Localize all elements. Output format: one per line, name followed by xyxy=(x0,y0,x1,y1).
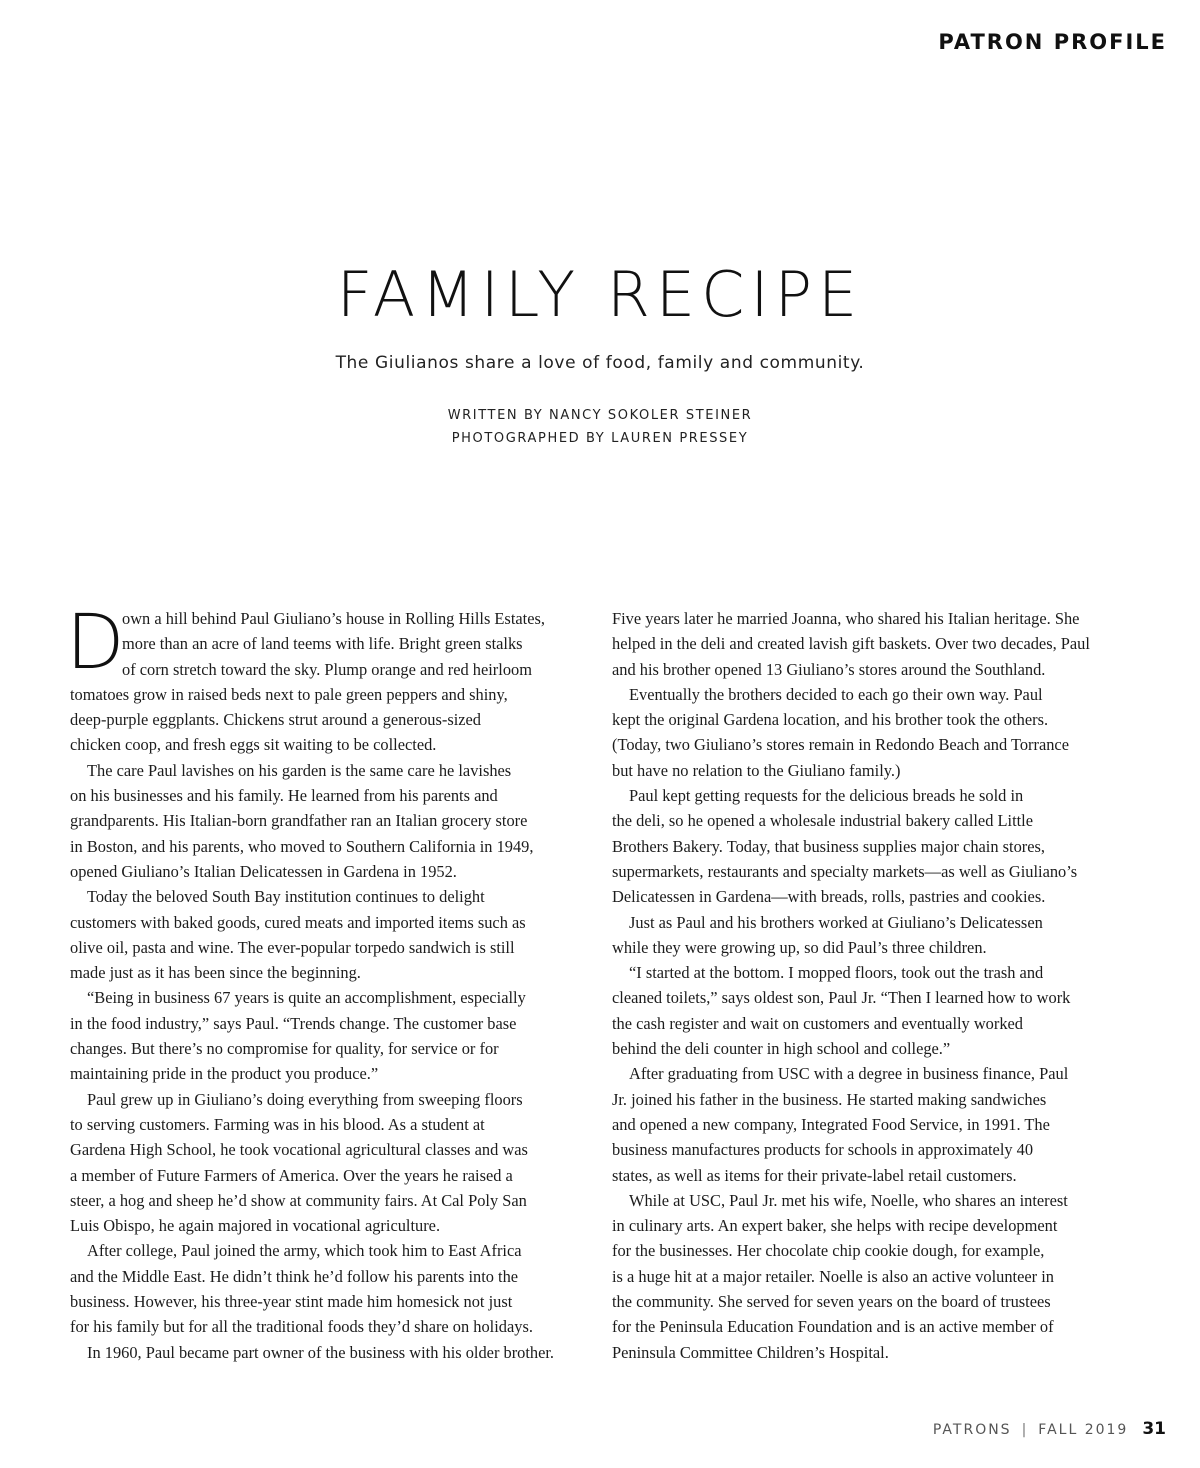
article-line: supermarkets, restaurants and specialty markets—as well as Giuliano’s xyxy=(612,861,1078,881)
page-number: 31 xyxy=(1142,1419,1166,1439)
publication-name: PATRONS xyxy=(932,1422,1012,1438)
writer-credit: WRITTEN BY NANCY SOKOLER STEINER xyxy=(447,408,753,423)
article-title: FAMILY RECIPE xyxy=(336,258,864,331)
article-line: of corn stretch toward the sky. Plump orange and red heirloom xyxy=(122,659,532,679)
article-line: states, as well as items for their private-label retail customers. xyxy=(612,1165,1017,1185)
article-line: and his brother opened 13 Giuliano’s stores around the Southland. xyxy=(612,659,1046,679)
drop-cap: D xyxy=(66,597,125,686)
article-line: is a huge hit at a major retailer. Noelle is also an active volunteer in xyxy=(612,1266,1054,1286)
article-line: changes. But there’s no compromise for quality, for service or for xyxy=(70,1039,499,1059)
article-line: Delicatessen in Gardena—with breads, rolls, pastries and cookies. xyxy=(612,887,1046,907)
article-line: In 1960, Paul became part owner of the business with his older brother. xyxy=(87,1342,555,1362)
article-line: in the food industry,” says Paul. “Trends change. The customer base xyxy=(70,1013,517,1033)
article-line: for the Peninsula Education Foundation and is an active member of xyxy=(612,1317,1054,1337)
article-line: grandparents. His Italian-born grandfather ran an Italian grocery store xyxy=(70,811,528,831)
article-line: opened Giuliano’s Italian Delicatessen in Gardena in 1952. xyxy=(70,861,457,881)
article-line: a member of Future Farmers of America. Over the years he raised a xyxy=(70,1165,513,1185)
article-column-right xyxy=(612,606,1132,1365)
article-line: more than an acre of land teems with life. Bright green stalks xyxy=(122,634,523,654)
article-line: Five years later he married Joanna, who shared his Italian heritage. She xyxy=(612,609,1080,628)
article-line: Jr. joined his father in the business. He started making sandwiches xyxy=(612,1089,1047,1109)
article-line: business. However, his three-year stint made him homesick not just xyxy=(70,1292,513,1312)
article-line: kept the original Gardena location, and his brother took the others. xyxy=(612,710,1049,730)
article-line: Brothers Bakery. Today, that business supplies major chain stores, xyxy=(612,836,1045,856)
article-line: the community. She served for seven years on the board of trustees xyxy=(612,1292,1051,1312)
article-line: Gardena High School, he took vocational agricultural classes and was xyxy=(70,1140,528,1160)
article-line: to serving customers. Farming was in his blood. As a student at xyxy=(70,1114,485,1134)
article-line: chicken coop, and fresh eggs sit waiting to be collected. xyxy=(70,735,437,755)
article-line: Today the beloved South Bay institution continues to delight xyxy=(87,887,485,907)
article-line: and the Middle East. He didn’t think he’d follow his parents into the xyxy=(70,1266,519,1286)
article-line: in culinary arts. An expert baker, she helps with recipe development xyxy=(612,1216,1058,1236)
article-line: Paul grew up in Giuliano’s doing everything from sweeping floors xyxy=(87,1089,523,1109)
article-line: but have no relation to the Giuliano family.) xyxy=(612,760,901,780)
article-line: deep-purple eggplants. Chickens strut around a generous-sized xyxy=(70,710,482,730)
article-line: on his businesses and his family. He learned from his parents and xyxy=(70,786,498,806)
article-subtitle: The Giulianos share a love of food, family and community. xyxy=(335,353,865,373)
issue-label: FALL 2019 xyxy=(1038,1422,1129,1438)
article-line: while they were growing up, so did Paul’s three children. xyxy=(612,937,987,957)
article-line: Paul kept getting requests for the delicious breads he sold in xyxy=(629,786,1024,806)
footer-separator: | xyxy=(1021,1422,1029,1438)
article-line: maintaining pride in the product you produce.” xyxy=(70,1064,379,1084)
article-line: The care Paul lavishes on his garden is the same care he lavishes xyxy=(87,760,512,780)
section-label: PATRON PROFILE xyxy=(938,30,1167,54)
article-line: Just as Paul and his brothers worked at Giuliano’s Delicatessen xyxy=(629,912,1043,932)
article-line: for his family but for all the traditional foods they’d share on holidays. xyxy=(70,1317,533,1337)
article-line: own a hill behind Paul Giuliano’s house in Rolling Hills Estates, xyxy=(122,609,545,628)
article-line: While at USC, Paul Jr. met his wife, Noelle, who shares an interest xyxy=(629,1190,1068,1210)
article-line: “Being in business 67 years is quite an accomplishment, especially xyxy=(87,988,526,1008)
article-credits xyxy=(0,404,1200,450)
article-line: After college, Paul joined the army, which took him to East Africa xyxy=(87,1241,522,1261)
article-line: “I started at the bottom. I mopped floors, took out the trash and xyxy=(629,963,1044,983)
article-line: and opened a new company, Integrated Food Service, in 1991. The xyxy=(612,1114,1050,1134)
page-footer xyxy=(933,1419,1166,1439)
article-line: Luis Obispo, he again majored in vocational agriculture. xyxy=(70,1216,441,1236)
article-line: the cash register and wait on customers and eventually worked xyxy=(612,1013,1023,1033)
article-line: olive oil, pasta and wine. The ever-popular torpedo sandwich is still xyxy=(70,937,515,957)
article-line: behind the deli counter in high school and college.” xyxy=(612,1039,951,1059)
article-line: made just as it has been since the beginning. xyxy=(70,963,361,983)
article-line: for the businesses. Her chocolate chip cookie dough, for example, xyxy=(612,1241,1045,1261)
article-line: customers with baked goods, cured meats and imported items such as xyxy=(70,912,526,932)
article-line: steer, a hog and sheep he’d show at community fairs. At Cal Poly San xyxy=(70,1190,527,1210)
photographer-credit: PHOTOGRAPHED BY LAUREN PRESSEY xyxy=(451,431,749,446)
article-line: in Boston, and his parents, who moved to Southern California in 1949, xyxy=(70,836,534,856)
article-line: After graduating from USC with a degree in business finance, Paul xyxy=(629,1064,1069,1084)
article-line: helped in the deli and created lavish gift baskets. Over two decades, Paul xyxy=(612,634,1090,654)
drop-cap-block xyxy=(66,597,588,686)
article-line: cleaned toilets,” says oldest son, Paul Jr. “Then I learned how to work xyxy=(612,988,1071,1008)
article-line: business manufactures products for schools in approximately 40 xyxy=(612,1140,1034,1160)
article-line: the deli, so he opened a wholesale industrial bakery called Little xyxy=(612,811,1034,831)
article-line: Peninsula Committee Children’s Hospital. xyxy=(612,1342,889,1362)
article-column-left xyxy=(66,597,588,1365)
article-line: tomatoes grow in raised beds next to pale green peppers and shiny, xyxy=(70,684,508,704)
article-line: (Today, two Giuliano’s stores remain in Redondo Beach and Torrance xyxy=(612,735,1069,755)
article-line: Eventually the brothers decided to each go their own way. Paul xyxy=(629,684,1043,704)
